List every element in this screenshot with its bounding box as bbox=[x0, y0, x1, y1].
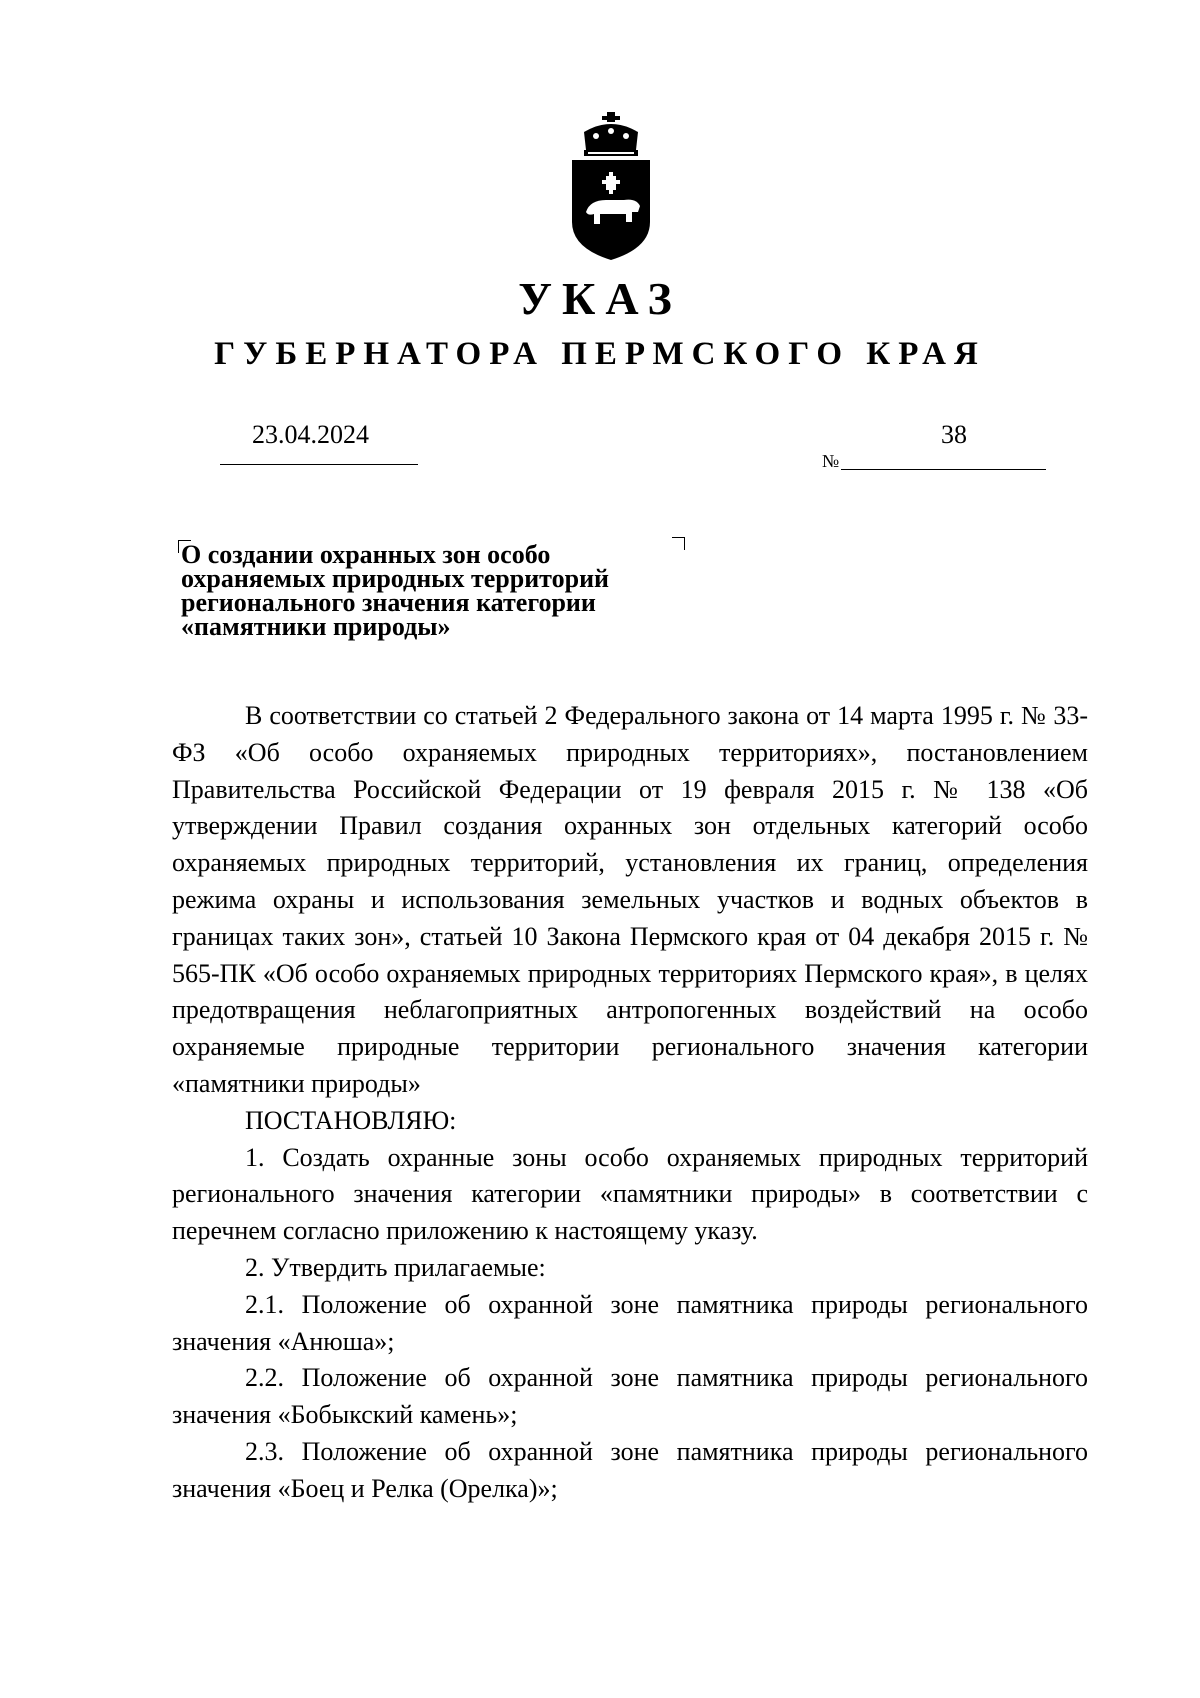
decree-date-field bbox=[220, 420, 418, 465]
subject-line: «памятники природы» bbox=[181, 612, 451, 641]
subject-line: О создании охранных зон особо bbox=[181, 540, 551, 569]
clause-paragraph: 2.3. Положение об охранной зоне памятника природы регионального значения «Боец и Релка (Орелка)»; bbox=[172, 1436, 1088, 1503]
perm-krai-coat-of-arms-icon bbox=[566, 112, 656, 262]
decree-subject bbox=[181, 540, 681, 641]
number-underline bbox=[841, 469, 1046, 470]
number-row bbox=[822, 452, 1046, 470]
decree-date: 23.04.2024 bbox=[252, 420, 369, 449]
date-underline bbox=[220, 464, 418, 465]
preamble-paragraph: В соответствии со статьей 2 Федерального закона от 14 марта 1995 г. № 33-ФЗ «Об особо охраняемых природных территориях», постановлением Правительства Российской Федерации от 19 февраля 2015 г. № 138 «Об утверждении Правил создания охранных зон отдельных категорий особо охраняемых природных территорий, установления их границ, определения режима охраны и использования земельных участков и водных объектов в границах таких зон», статьей 10 Закона Пермского края от 04 декабря 2015 г. № 565-ПК «Об особо охраняемых природных территориях Пермского края», в целях предотвращения неблагоприятных антропогенных воздействий на особо охраняемые природные территории регионального значения категории «памятники природы» bbox=[172, 701, 1088, 1098]
decree-body bbox=[172, 698, 1088, 1508]
decree-number-field bbox=[822, 420, 1046, 470]
clause-paragraph: 2. Утвердить прилагаемые: bbox=[245, 1252, 546, 1282]
clause-paragraph: 2.1. Положение об охранной зоне памятника природы регионального значения «Анюша»; bbox=[172, 1289, 1088, 1356]
subject-line: охраняемых природных территорий bbox=[181, 564, 610, 593]
number-sign: № bbox=[822, 451, 840, 471]
decree-subtitle: ГУБЕРНАТОРА ПЕРМСКОГО КРАЯ bbox=[214, 336, 986, 372]
resolve-heading: ПОСТАНОВЛЯЮ: bbox=[245, 1105, 457, 1135]
clause-paragraph: 2.2. Положение об охранной зоне памятника природы регионального значения «Бобыкский камень»; bbox=[172, 1363, 1088, 1430]
decree-number: 38 bbox=[941, 420, 967, 449]
decree-title: УКАЗ bbox=[518, 273, 682, 324]
subject-line: регионального значения категории bbox=[181, 588, 596, 617]
clause-paragraph: 1. Создать охранные зоны особо охраняемых природных территорий регионального значения категории «памятники природы» в соответствии с перечнем согласно приложению к настоящему указу. bbox=[172, 1142, 1088, 1246]
